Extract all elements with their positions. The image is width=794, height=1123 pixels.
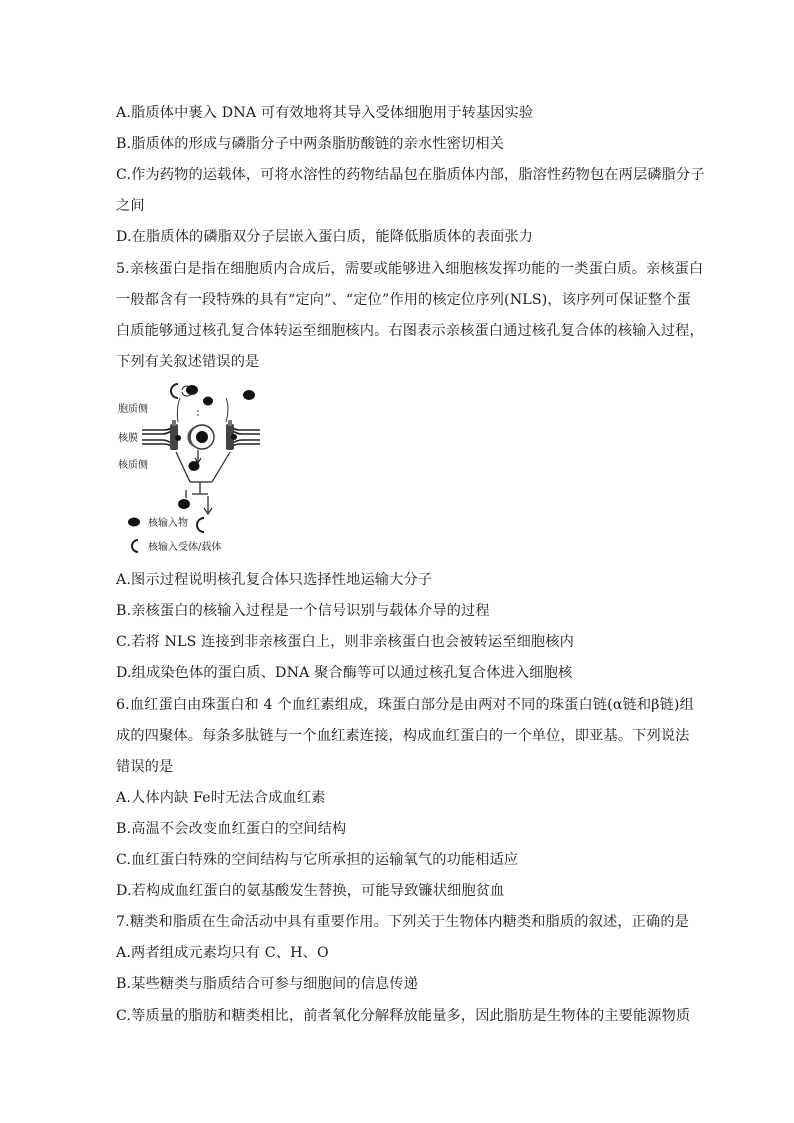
q6-stem-line-3: 错误的是 [116, 759, 174, 775]
label-nucleoplasm-side: 核质侧 [118, 460, 148, 471]
q6-option-a: A.人体内缺 Fe时无法合成血红素 [116, 790, 326, 806]
pore-filaments [177, 398, 228, 422]
nuclear-import-diagram [112, 378, 272, 560]
q6-stem-line-1: 6.血红蛋白由珠蛋白和 4 个血红素组成，珠蛋白部分是由两对不同的珠蛋白链(α链和β链)组 [116, 697, 694, 713]
central-transporter [188, 425, 214, 449]
label-cytoplasm-side: 胞质侧 [118, 404, 148, 415]
legend-receptor-label: 核输入受体/载体 [148, 542, 222, 553]
q5-stem-line-2: 一般都含有一段特殊的具有“定向”、“定位”作用的核定位序列(NLS)，该序列可保证整个蛋 [116, 292, 691, 308]
q5-stem-line-3: 白质能够通过核孔复合体转运至细胞核内。右图表示亲核蛋白通过核孔复合体的核输入过程， [116, 323, 704, 339]
q4-option-b: B.脂质体的形成与磷脂分子中两条脂肪酸链的亲水性密切相关 [116, 136, 505, 152]
q7-option-a: A.两者组成元素均只有 C、H、O [116, 945, 329, 961]
q5-stem-line-1: 5.亲核蛋白是指在细胞质内合成后，需要或能够进入细胞核发挥功能的一类蛋白质。亲核蛋白 [116, 261, 704, 277]
q7-option-c: C.等质量的脂肪和糖类相比，前者氧化分解释放能量多，因此脂肪是生物体的主要能源物质 [116, 1008, 691, 1024]
receptor-crescents [171, 384, 204, 532]
legend-cargo [128, 516, 188, 529]
q4-option-c-continued: 之间 [116, 198, 145, 214]
q6-option-d: D.若构成血红蛋白的氨基酸发生替换，可能导致镰状细胞贫血 [116, 883, 505, 899]
q5-option-d: D.组成染色体的蛋白质、DNA 聚合酶等可以通过核孔复合体进入细胞核 [116, 665, 573, 681]
q6-stem-line-2: 成的四聚体。每条多肽链与一个血红素连接，构成血红蛋白的一个单位，即亚基。下列说法 [116, 728, 690, 744]
legend-cargo-label: 核输入物 [148, 518, 188, 529]
label-nuclear-membrane: 核膜 [118, 433, 138, 444]
q4-option-c: C.作为药物的运载体，可将水溶性的药物结晶包在脂质体内部，脂溶性药物包在两层磷脂分子 [116, 167, 705, 183]
q5-stem-line-4: 下列有关叙述错误的是 [116, 354, 260, 370]
legend-receptor [132, 540, 221, 553]
cargo-dots [175, 385, 255, 509]
q5-option-c: C.若将 NLS 连接到非亲核蛋白上，则非亲核蛋白也会被转运至细胞核内 [116, 634, 574, 650]
q5-option-b: B.亲核蛋白的核输入过程是一个信号识别与载体介导的过程 [116, 603, 490, 619]
q5-option-a: A.图示过程说明核孔复合体只选择性地运输大分子 [116, 572, 433, 588]
q4-option-d: D.在脂质体的磷脂双分子层嵌入蛋白质，能降低脂质体的表面张力 [116, 229, 534, 245]
q6-option-b: B.高温不会改变血红蛋白的空间结构 [116, 821, 347, 837]
q4-option-a: A.脂质体中裹入 DNA 可有效地将其导入受体细胞用于转基因实验 [116, 105, 534, 121]
q6-option-c: C.血红蛋白特殊的空间结构与它所承担的运输氧气的功能相适应 [116, 852, 519, 868]
q7-stem: 7.糖类和脂质在生命活动中具有重要作用。下列关于生物体内糖类和脂质的叙述，正确的是 [116, 914, 690, 930]
q7-option-b: B.某些糖类与脂质结合可参与细胞间的信息传递 [116, 976, 418, 992]
